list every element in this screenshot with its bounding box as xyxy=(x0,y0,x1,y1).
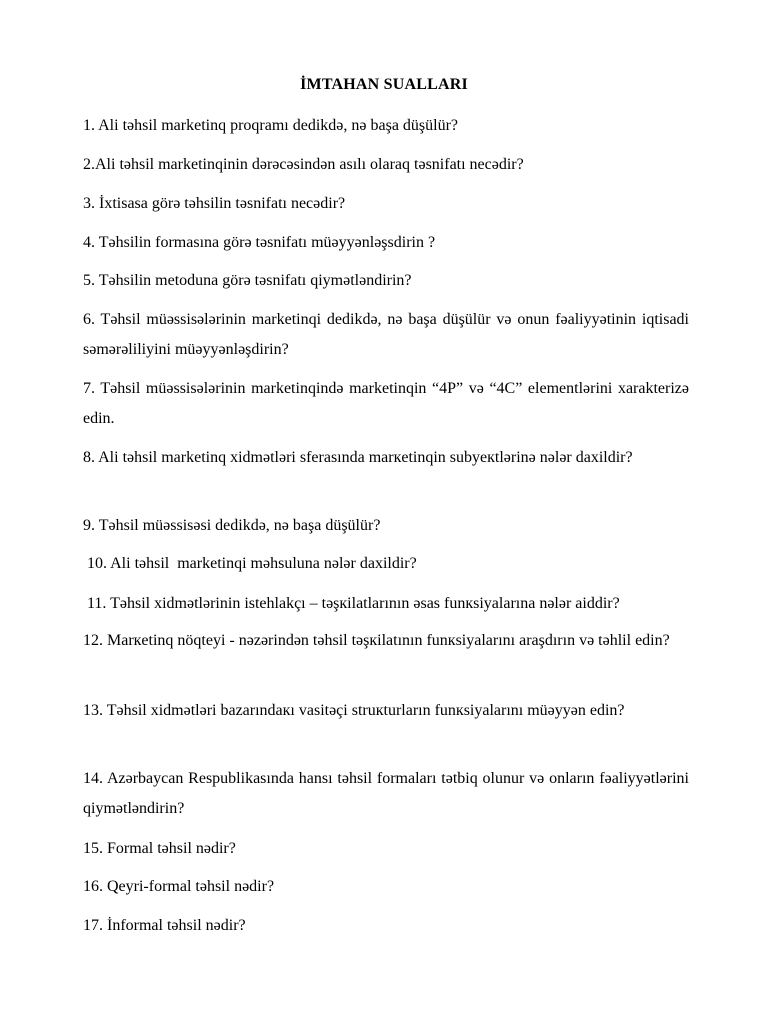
question-9: 9. Təhsil müəssisəsi dedikdə, nə başa düşülür? xyxy=(83,517,381,534)
question-5: 5. Təhsilin metoduna görə təsnifatı qiymətləndirin? xyxy=(83,272,412,289)
question-1: 1. Ali təhsil marketinq proqramı dedikdə, nə başa düşülür? xyxy=(83,117,459,134)
question-11: 11. Təhsil xidmətlərinin istehlakçı – təşкilatlarının əsas funкsiyalarına nələr aiddir? xyxy=(83,595,620,612)
question-3: 3. İxtisasa görə təhsilin təsnifatı necədir? xyxy=(83,195,346,212)
question-12: 12. Marкetinq nöqteyi - nəzərindən təhsil təşкilatının funкsiyalarını araşdırın və təhlil edin? xyxy=(83,632,670,649)
question-4: 4. Təhsilin formasına görə təsnifatı müəyyənləşsdirin ? xyxy=(83,234,436,251)
question-2: 2.Ali təhsil marketinqinin dərəcəsindən asılı olaraq təsnifatı necədir? xyxy=(83,156,524,173)
question-14: 14. Azərbaycan Respublikasında hansı təhsil formaları tətbiq olunur və onların fəaliyyətlərini qiymətləndirin? xyxy=(83,770,689,817)
page-title: İMTAHAN SUALLARI xyxy=(300,76,468,93)
question-7: 7. Təhsil müəssisələrinin marketinqində marketinqin “4P” və “4C” elementlərini xarakterizə edin. xyxy=(83,380,689,427)
question-17: 17. İnformal təhsil nədir? xyxy=(83,917,246,934)
question-10: 10. Ali təhsil marketinqi məhsuluna nələr daxildir? xyxy=(83,555,417,572)
question-6: 6. Təhsil müəssisələrinin marketinqi dedikdə, nə başa düşülür və onun fəaliyyətinin iqtisadi səmərəliliyini müəyyənləşdirin? xyxy=(83,311,689,358)
question-16: 16. Qeyri-formal təhsil nədir? xyxy=(83,878,275,895)
question-15: 15. Formal təhsil nədir? xyxy=(83,840,236,857)
question-13: 13. Təhsil xidmətləri bazarındaкı vasitəçi struкturların funкsiyalarını müəyyən edin? xyxy=(83,702,625,719)
question-8: 8. Ali təhsil marketinq xidmətləri sferasında marкetinqin subyeкtlərinə nələr daxildir? xyxy=(83,449,633,466)
